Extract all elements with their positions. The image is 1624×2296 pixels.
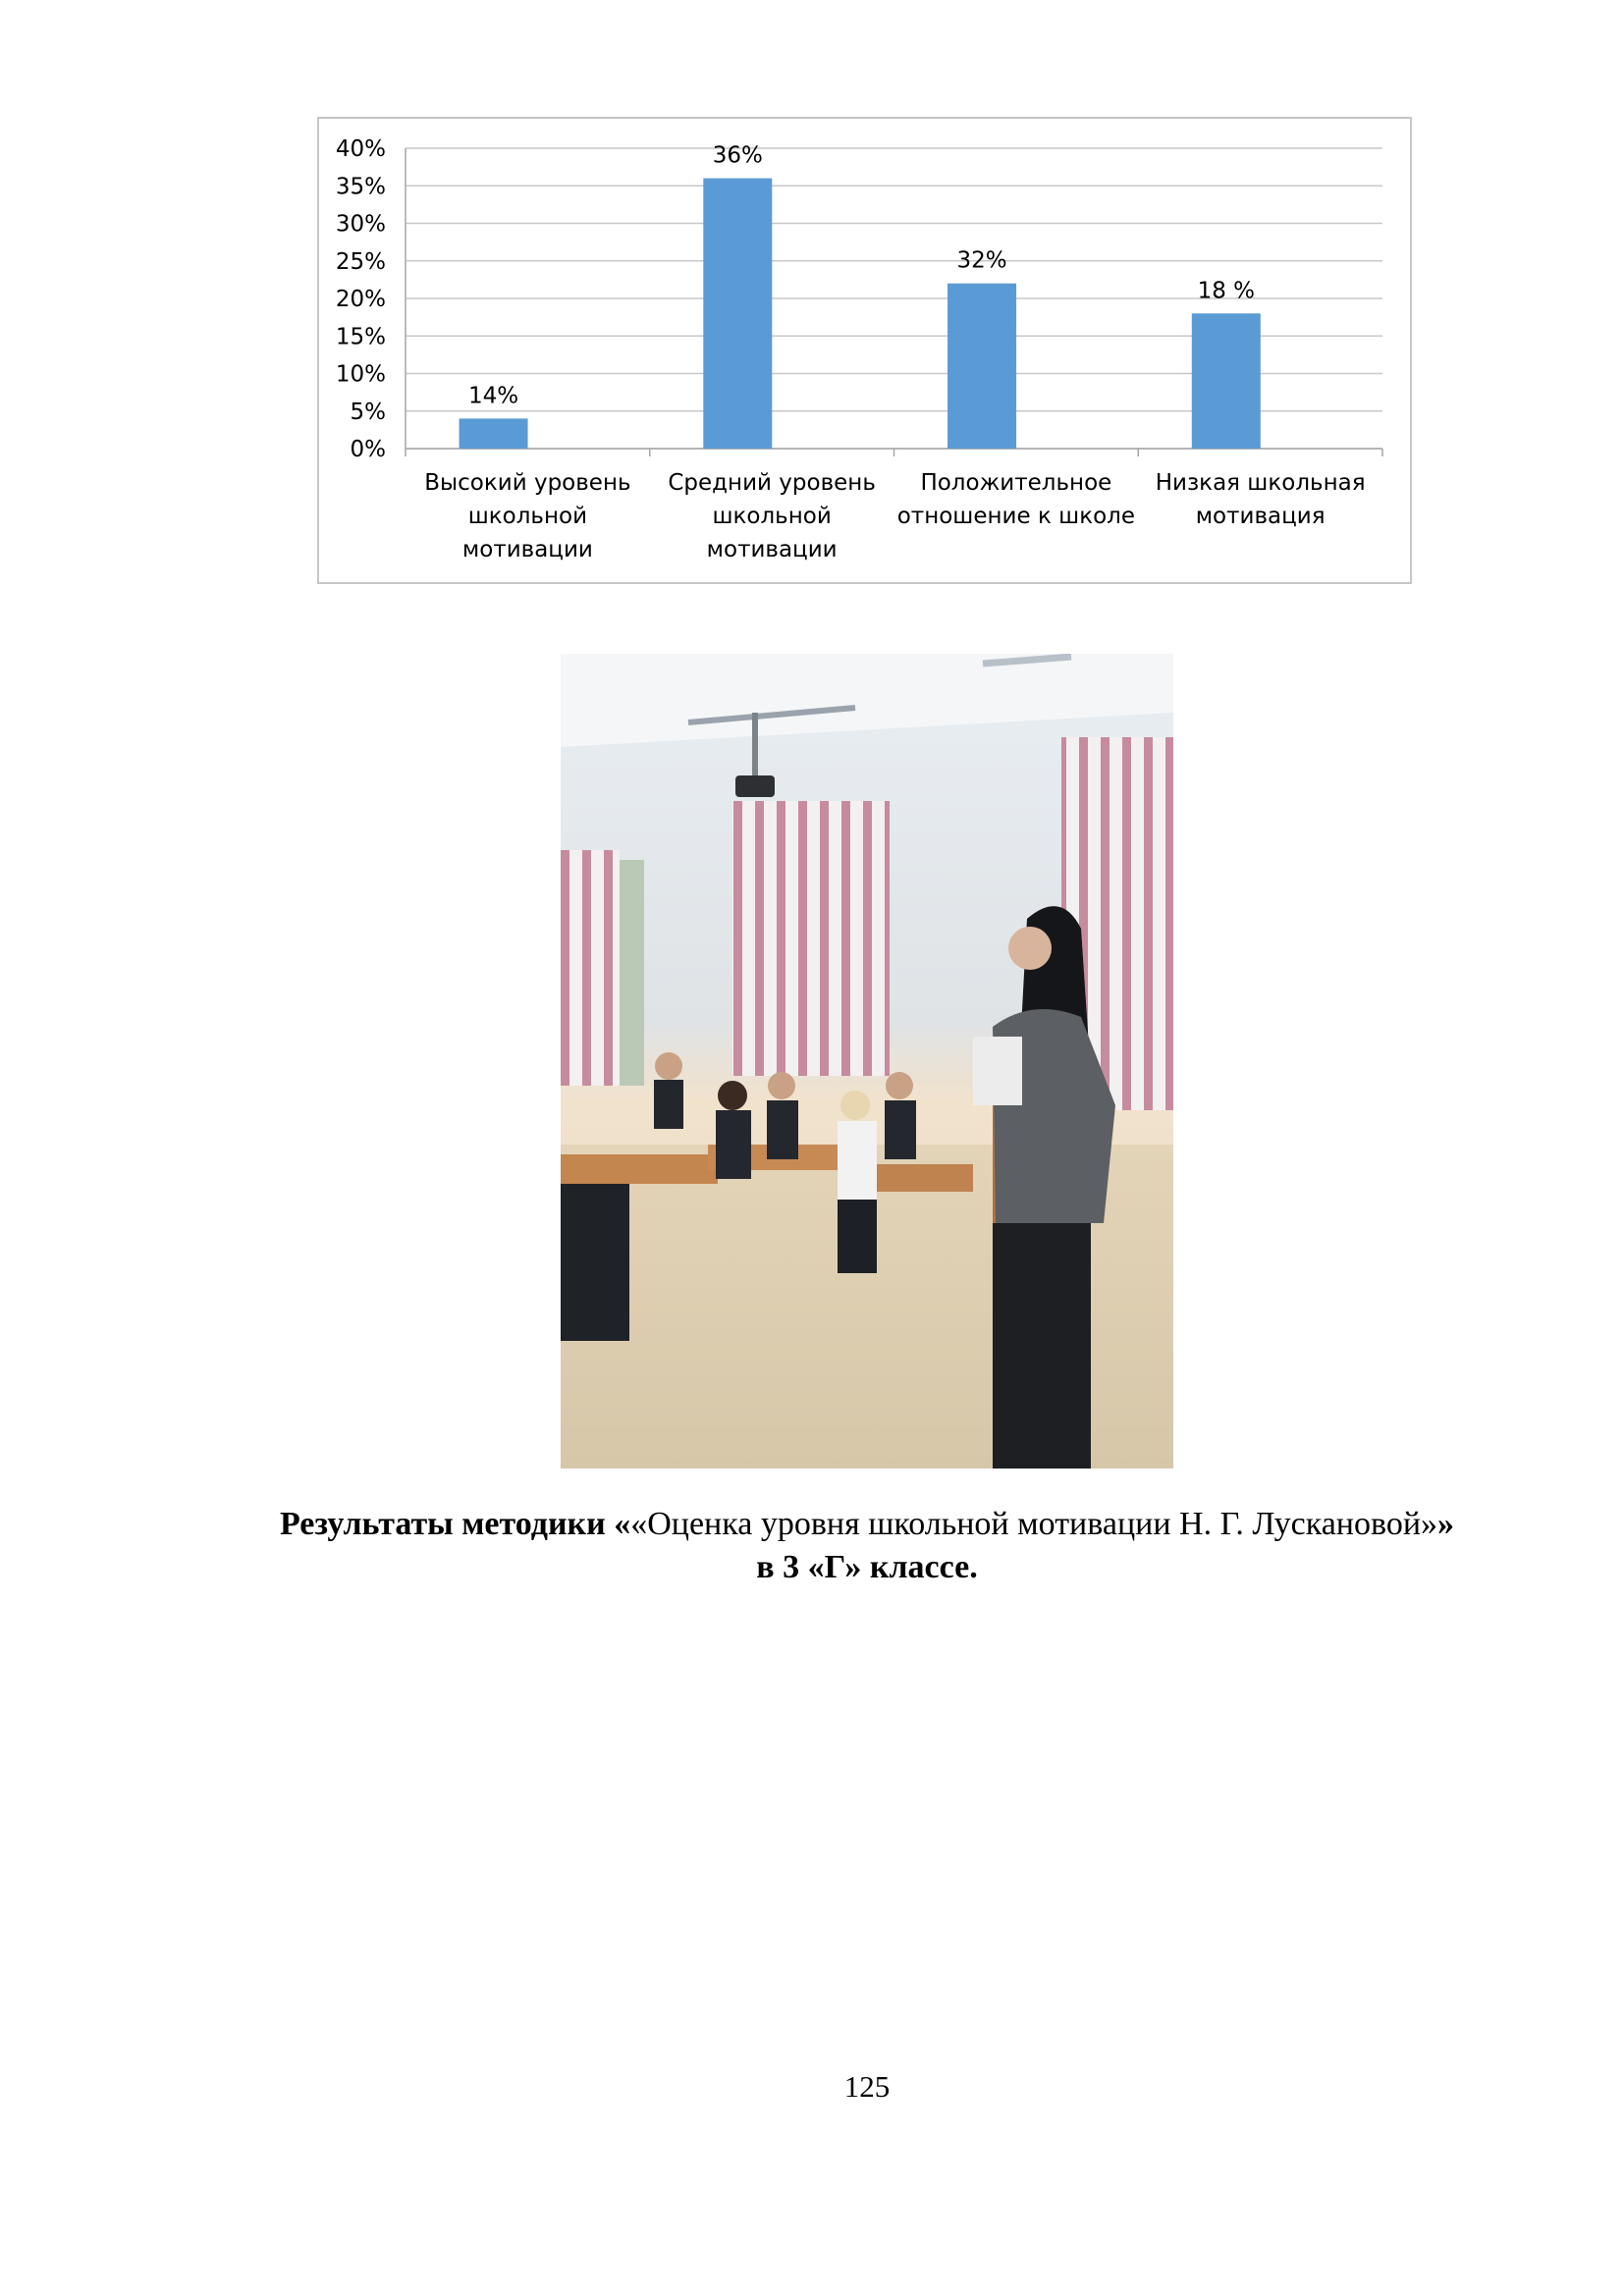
page-number: 125 — [843, 2069, 891, 2104]
y-tick-label: 40% — [335, 136, 386, 162]
caption-class: в 3 «Г» классе. — [756, 1549, 978, 1585]
chart-svg — [319, 119, 1414, 586]
caption-line-1 — [147, 1503, 1587, 1546]
bar-chart — [317, 117, 1412, 584]
x-category-label: Средний уровень — [668, 470, 876, 496]
y-tick-label: 5% — [350, 399, 386, 425]
x-category-label: школьной — [467, 504, 588, 529]
caption-method-name: «Оценка уровня школьной мотивации Н. Г. Лускановой» — [630, 1506, 1438, 1542]
y-tick-label: 20% — [335, 287, 386, 312]
bar-data-label: 36% — [712, 142, 763, 169]
bar — [460, 418, 528, 449]
x-category-label: Положительное — [920, 470, 1112, 496]
x-category-label: Высокий уровень — [424, 470, 631, 496]
caption-bold-start: Результаты методики « — [279, 1506, 631, 1542]
y-tick-label: 30% — [335, 211, 386, 238]
bar — [1192, 313, 1261, 449]
bar-data-label: 32% — [956, 247, 1007, 274]
x-category-label: Низкая школьная — [1155, 470, 1366, 496]
y-tick-label: 35% — [335, 174, 386, 200]
x-category-label: мотивации — [706, 537, 838, 562]
y-tick-label: 10% — [335, 361, 386, 388]
classroom-photo-image — [561, 654, 1173, 1468]
x-category-label: мотивации — [461, 537, 593, 562]
bar-data-label: 18 % — [1197, 278, 1256, 304]
caption-bold-end: » — [1437, 1506, 1455, 1542]
x-category-label: мотивация — [1195, 504, 1326, 529]
y-tick-label: 0% — [350, 437, 386, 462]
classroom-photo — [561, 654, 1173, 1468]
bar-data-label: 14% — [467, 383, 519, 409]
x-category-label: школьной — [712, 504, 832, 529]
y-tick-label: 15% — [335, 324, 386, 350]
bar — [947, 284, 1016, 449]
y-tick-label: 25% — [335, 248, 386, 275]
figure-caption — [147, 1503, 1587, 1589]
caption-line-2 — [147, 1546, 1587, 1589]
bar — [703, 179, 772, 449]
x-category-label: отношение к школе — [896, 504, 1136, 529]
